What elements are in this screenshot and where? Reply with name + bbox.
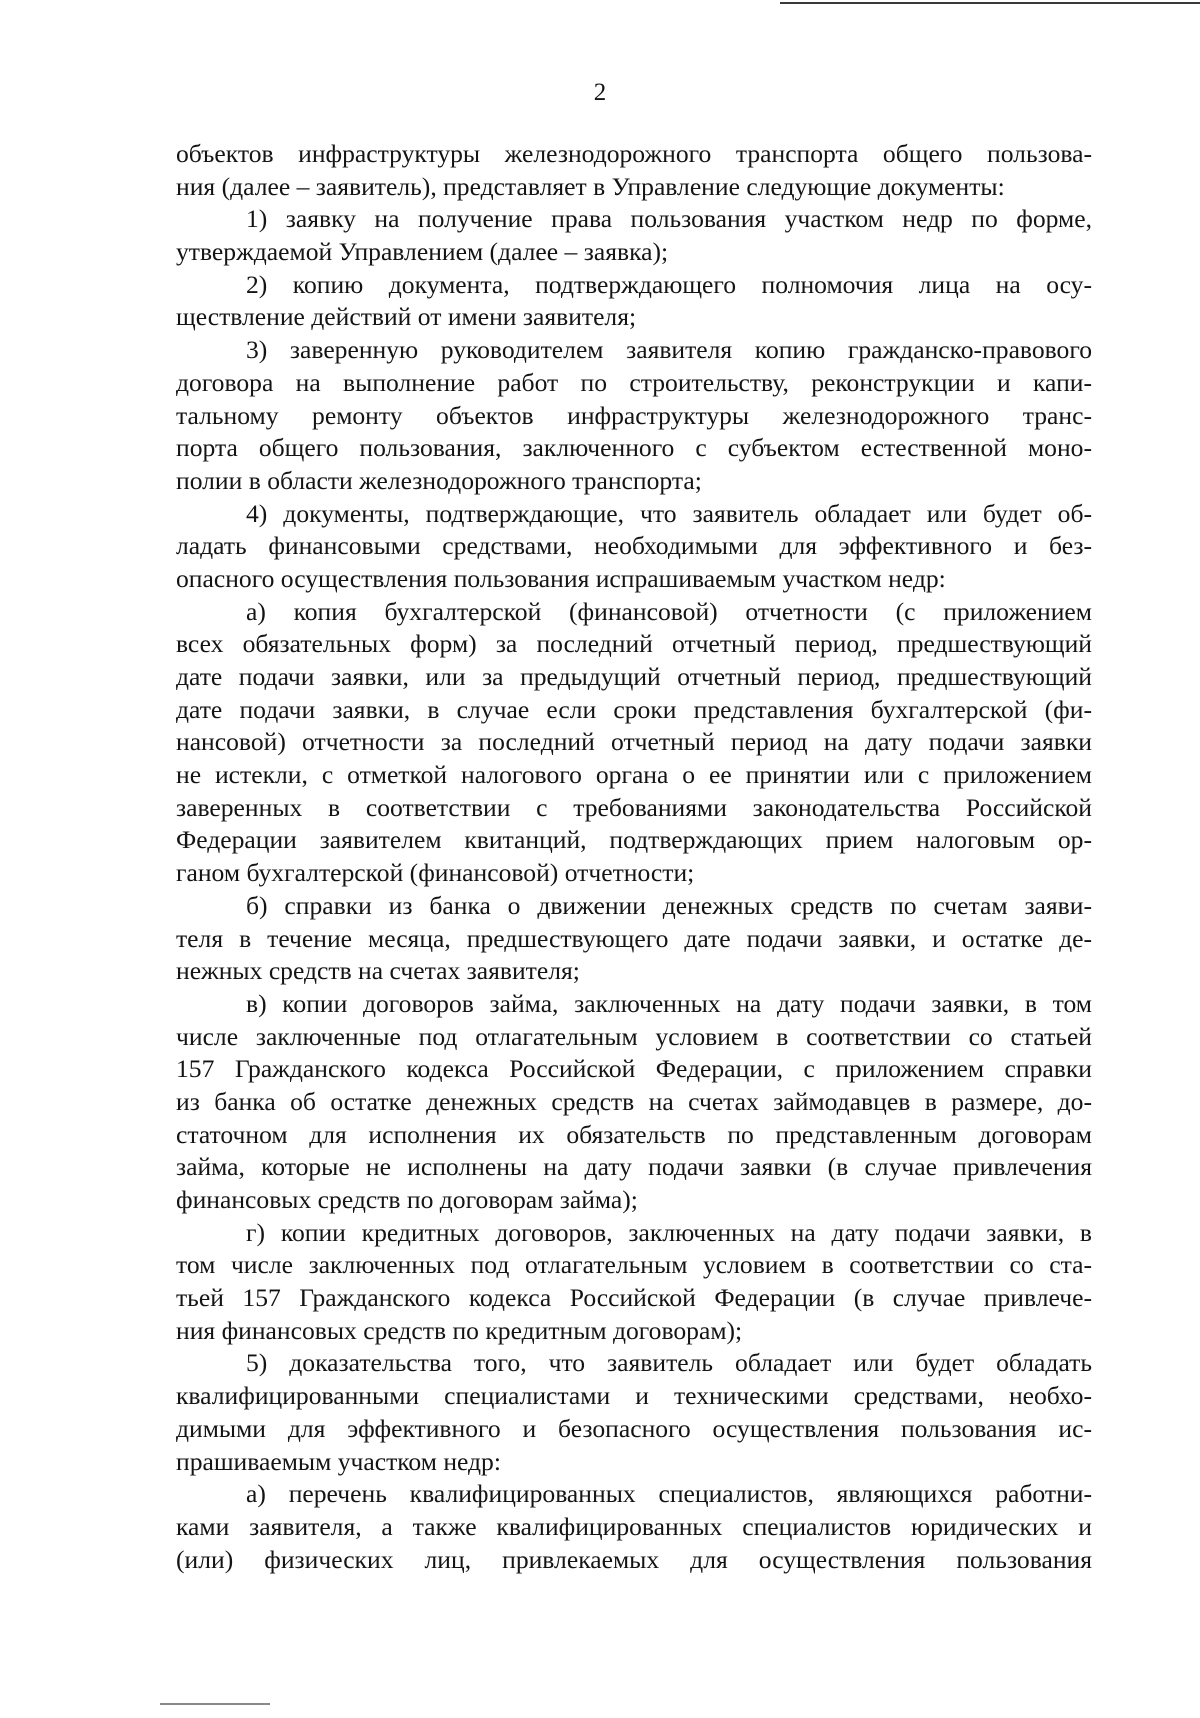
- text-line: Федерации заявителем квитанций, подтверждающих прием налоговым ор-: [176, 825, 1092, 855]
- text-line: 3) заверенную руководителем заявителя копию гражданско-правового: [246, 335, 1092, 365]
- text-line: ществление действий от имени заявителя;: [176, 302, 637, 332]
- text-line: нансовой) отчетности за последний отчетный период на дату подачи заявки: [176, 727, 1092, 757]
- text-line: ками заявителя, а также квалифицированных специалистов юридических и: [176, 1511, 1092, 1541]
- text-line: договора на выполнение работ по строительству, реконструкции и капи-: [176, 367, 1092, 397]
- text-line: ладать финансовыми средствами, необходимыми для эффективного и без-: [176, 531, 1092, 561]
- text-line: 2) копию документа, подтверждающего полномочия лица на осу-: [246, 269, 1092, 299]
- document-body: [176, 138, 1092, 1576]
- text-line: статочном для исполнения их обязательств по представленным договорам: [176, 1119, 1092, 1149]
- text-line: заверенных в соответствии с требованиями законодательства Российской: [176, 792, 1092, 822]
- text-line: теля в течение месяца, предшествующего дате подачи заявки, и остатке де-: [176, 923, 1092, 953]
- text-line: дате подачи заявки, или за предыдущий отчетный период, предшествующий: [176, 662, 1092, 691]
- scan-edge-line: [780, 2, 1200, 4]
- text-line: 5) доказательства того, что заявитель обладает или будет обладать: [246, 1348, 1092, 1378]
- text-line: всех обязательных форм) за последний отчетный период, предшествующий: [176, 629, 1092, 659]
- text-line: б) справки из банка о движении денежных средств по счетам заяви-: [246, 890, 1092, 920]
- text-line: дате подачи заявки, в случае если сроки представления бухгалтерской (фи-: [176, 694, 1092, 724]
- scan-artifact: [160, 1703, 270, 1705]
- text-line: г) копии кредитных договоров, заключенных на дату подачи заявки, в: [246, 1217, 1092, 1247]
- text-line: 1) заявку на получение права пользования участком недр по форме,: [246, 204, 1092, 234]
- page-number: 2: [593, 79, 607, 106]
- text-line: финансовых средств по договорам займа);: [176, 1185, 638, 1214]
- text-line: а) копия бухгалтерской (финансовой) отчетности (с приложением: [246, 596, 1092, 626]
- text-line: 4) документы, подтверждающие, что заявитель обладает или будет об-: [246, 498, 1092, 528]
- text-line: не истекли, с отметкой налогового органа о ее принятии или с приложением: [176, 760, 1092, 790]
- text-line: тальному ремонту объектов инфраструктуры железнодорожного транс-: [176, 400, 1092, 430]
- text-line: ния (далее – заявитель), представляет в Управление следующие документы:: [176, 171, 1005, 201]
- text-line: займа, которые не исполнены на дату подачи заявки (в случае привлечения: [176, 1152, 1092, 1182]
- text-line: из банка об остатке денежных средств на счетах займодавцев в размере, до-: [176, 1086, 1092, 1116]
- text-line: димыми для эффективного и безопасного осуществления пользования ис-: [176, 1413, 1092, 1443]
- text-line: объектов инфраструктуры железнодорожного транспорта общего пользова-: [176, 139, 1092, 168]
- text-line: полии в области железнодорожного транспорта;: [176, 465, 702, 495]
- text-line: а) перечень квалифицированных специалистов, являющихся работни-: [246, 1479, 1092, 1509]
- text-line: прашиваемым участком недр:: [176, 1446, 501, 1476]
- text-line: в) копии договоров займа, заключенных на дату подачи заявки, в том: [246, 988, 1092, 1018]
- text-line: ганом бухгалтерской (финансовой) отчетности;: [176, 858, 695, 888]
- text-line: утверждаемой Управлением (далее – заявка);: [176, 237, 669, 267]
- text-line: (или) физических лиц, привлекаемых для осуществления пользования: [176, 1544, 1092, 1574]
- text-line: тьей 157 Гражданского кодекса Российской Федерации (в случае привлече-: [176, 1283, 1092, 1313]
- text-line: 157 Гражданского кодекса Российской Федерации, с приложением справки: [176, 1054, 1092, 1084]
- text-line: опасного осуществления пользования испрашиваемым участком недр:: [176, 563, 946, 593]
- text-line: ния финансовых средств по кредитным договорам);: [176, 1315, 743, 1345]
- text-line: квалифицированными специалистами и техническими средствами, необхо-: [176, 1381, 1092, 1411]
- text-line: нежных средств на счетах заявителя;: [176, 956, 580, 986]
- text-line: том числе заключенных под отлагательным условием в соответствии со ста-: [176, 1250, 1092, 1280]
- text-line: порта общего пользования, заключенного с субъектом естественной моно-: [176, 433, 1092, 463]
- text-line: числе заключенные под отлагательным условием в соответствии со статьей: [176, 1021, 1092, 1051]
